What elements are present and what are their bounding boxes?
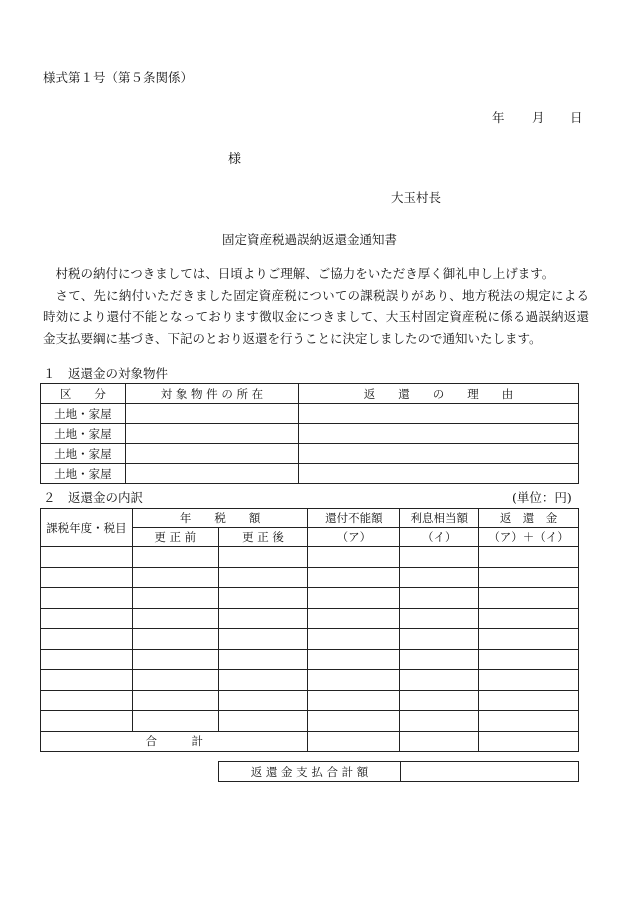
refund-unable-cell[interactable] bbox=[308, 547, 400, 568]
total-label: 合 計 bbox=[41, 731, 308, 752]
before-cell[interactable] bbox=[132, 567, 218, 588]
interest-cell[interactable] bbox=[400, 629, 479, 650]
after-cell[interactable] bbox=[218, 670, 308, 691]
before-cell[interactable] bbox=[132, 588, 218, 609]
header-return-sub: （ア）＋（イ） bbox=[479, 528, 579, 547]
date-year: 年 bbox=[492, 110, 505, 125]
before-cell[interactable] bbox=[132, 670, 218, 691]
after-cell[interactable] bbox=[218, 711, 308, 732]
header-refund-unable-sub: （ア） bbox=[308, 528, 400, 547]
location-cell[interactable] bbox=[125, 424, 298, 444]
after-cell[interactable] bbox=[218, 588, 308, 609]
document-title: 固定資産税過誤納返還金通知書 bbox=[222, 232, 398, 247]
location-cell[interactable] bbox=[125, 404, 298, 424]
total-interest-cell[interactable] bbox=[400, 731, 479, 752]
tax-year-cell[interactable] bbox=[41, 629, 133, 650]
body-paragraph-1: 村税の納付につきましては、日頃よりご理解、ご協力をいただき厚く御礼申し上げます。 bbox=[55, 266, 555, 281]
table-row bbox=[41, 649, 579, 670]
refund-breakdown-table bbox=[40, 508, 579, 752]
header-tax-amount: 年 税 額 bbox=[132, 509, 308, 528]
table-row bbox=[41, 464, 579, 484]
return-cell[interactable] bbox=[479, 649, 579, 670]
date-month: 月 bbox=[532, 110, 545, 125]
return-cell[interactable] bbox=[479, 670, 579, 691]
refund-unable-cell[interactable] bbox=[308, 567, 400, 588]
return-cell[interactable] bbox=[479, 608, 579, 629]
header-reason: 返 還 の 理 由 bbox=[299, 384, 579, 404]
interest-cell[interactable] bbox=[400, 567, 479, 588]
tax-year-cell[interactable] bbox=[41, 649, 133, 670]
category-cell: 土地・家屋 bbox=[41, 424, 126, 444]
table-row bbox=[41, 670, 579, 691]
table-row bbox=[41, 547, 579, 568]
before-cell[interactable] bbox=[132, 690, 218, 711]
payment-total-value[interactable] bbox=[401, 762, 579, 782]
return-cell[interactable] bbox=[479, 547, 579, 568]
return-cell[interactable] bbox=[479, 629, 579, 650]
total-return-cell[interactable] bbox=[479, 731, 579, 752]
tax-year-cell[interactable] bbox=[41, 547, 133, 568]
payment-total-table bbox=[218, 761, 579, 782]
unit-label: (単位：円) bbox=[512, 490, 572, 505]
table-row bbox=[41, 629, 579, 650]
interest-cell[interactable] bbox=[400, 547, 479, 568]
after-cell[interactable] bbox=[218, 690, 308, 711]
before-cell[interactable] bbox=[132, 629, 218, 650]
reason-cell[interactable] bbox=[299, 444, 579, 464]
refund-unable-cell[interactable] bbox=[308, 649, 400, 670]
table-row bbox=[41, 588, 579, 609]
date-line bbox=[492, 108, 583, 126]
table-row bbox=[41, 690, 579, 711]
body-text bbox=[43, 263, 589, 349]
header-location: 対 象 物 件 の 所 在 bbox=[125, 384, 298, 404]
interest-cell[interactable] bbox=[400, 670, 479, 691]
refund-unable-cell[interactable] bbox=[308, 670, 400, 691]
before-cell[interactable] bbox=[132, 608, 218, 629]
header-interest-sub: （イ） bbox=[400, 528, 479, 547]
after-cell[interactable] bbox=[218, 608, 308, 629]
refund-unable-cell[interactable] bbox=[308, 588, 400, 609]
tax-year-cell[interactable] bbox=[41, 711, 133, 732]
after-cell[interactable] bbox=[218, 547, 308, 568]
after-cell[interactable] bbox=[218, 567, 308, 588]
date-day: 日 bbox=[570, 110, 583, 125]
tax-year-cell[interactable] bbox=[41, 588, 133, 609]
table-row bbox=[41, 424, 579, 444]
total-row bbox=[41, 731, 579, 752]
tax-year-cell[interactable] bbox=[41, 567, 133, 588]
return-cell[interactable] bbox=[479, 711, 579, 732]
header-after: 更 正 後 bbox=[218, 528, 308, 547]
refund-unable-cell[interactable] bbox=[308, 690, 400, 711]
location-cell[interactable] bbox=[125, 444, 298, 464]
table-row bbox=[41, 567, 579, 588]
target-property-table bbox=[40, 383, 579, 484]
return-cell[interactable] bbox=[479, 690, 579, 711]
before-cell[interactable] bbox=[132, 649, 218, 670]
interest-cell[interactable] bbox=[400, 588, 479, 609]
header-before: 更 正 前 bbox=[132, 528, 218, 547]
return-cell[interactable] bbox=[479, 567, 579, 588]
interest-cell[interactable] bbox=[400, 608, 479, 629]
before-cell[interactable] bbox=[132, 711, 218, 732]
category-cell: 土地・家屋 bbox=[41, 444, 126, 464]
payment-total-label: 返 還 金 支 払 合 計 額 bbox=[219, 762, 401, 782]
addressee-suffix: 様 bbox=[228, 152, 242, 167]
return-cell[interactable] bbox=[479, 588, 579, 609]
section2-heading: ２ 返還金の内訳 bbox=[43, 490, 144, 505]
interest-cell[interactable] bbox=[400, 711, 479, 732]
table-header-row bbox=[41, 509, 579, 528]
table-row bbox=[41, 608, 579, 629]
after-cell[interactable] bbox=[218, 649, 308, 670]
tax-year-cell[interactable] bbox=[41, 608, 133, 629]
table-row bbox=[41, 444, 579, 464]
interest-cell[interactable] bbox=[400, 690, 479, 711]
payment-total-row bbox=[219, 762, 579, 782]
body-paragraph-2: さて、先に納付いただきました固定資産税についての課税誤りがあり、地方税法の規定による時効により還付不能となっております徴収金につきまして、大玉村固定資産税に係る過誤納返還金支払要綱に基づき、下記のとおり返還を行うことに決定しましたので通知いたします。 bbox=[43, 287, 589, 346]
tax-year-cell[interactable] bbox=[41, 690, 133, 711]
section1-heading: １ 返還金の対象物件 bbox=[43, 366, 169, 381]
form-number: 様式第１号（第５条関係） bbox=[43, 70, 194, 85]
refund-unable-cell[interactable] bbox=[308, 608, 400, 629]
interest-cell[interactable] bbox=[400, 649, 479, 670]
issuer: 大玉村長 bbox=[391, 190, 442, 205]
location-cell[interactable] bbox=[125, 464, 298, 484]
header-refund-unable: 還付不能額 bbox=[308, 509, 400, 528]
reason-cell[interactable] bbox=[299, 424, 579, 444]
header-return: 返 還 金 bbox=[479, 509, 579, 528]
refund-unable-cell[interactable] bbox=[308, 711, 400, 732]
table-row bbox=[41, 711, 579, 732]
header-category: 区 分 bbox=[41, 384, 126, 404]
reason-cell[interactable] bbox=[299, 464, 579, 484]
before-cell[interactable] bbox=[132, 547, 218, 568]
category-cell: 土地・家屋 bbox=[41, 464, 126, 484]
header-interest: 利息相当額 bbox=[400, 509, 479, 528]
category-cell: 土地・家屋 bbox=[41, 404, 126, 424]
table-header-row bbox=[41, 384, 579, 404]
after-cell[interactable] bbox=[218, 629, 308, 650]
table-row bbox=[41, 404, 579, 424]
tax-year-cell[interactable] bbox=[41, 670, 133, 691]
total-refund-unable-cell[interactable] bbox=[308, 731, 400, 752]
reason-cell[interactable] bbox=[299, 404, 579, 424]
refund-unable-cell[interactable] bbox=[308, 629, 400, 650]
header-tax-year: 課税年度・税目 bbox=[41, 509, 133, 547]
